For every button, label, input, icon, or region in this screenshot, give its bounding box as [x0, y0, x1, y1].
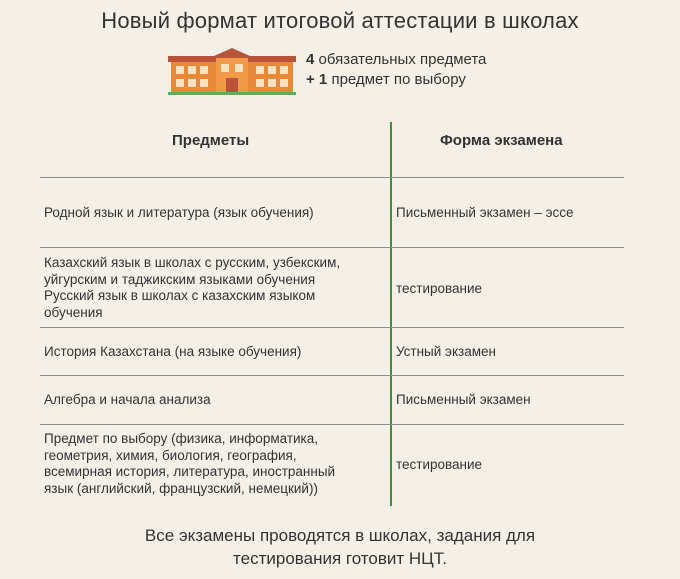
row-divider — [40, 247, 624, 248]
row-divider — [40, 327, 624, 328]
elective-count: + 1 — [306, 71, 328, 88]
table-row-form: тестирование — [396, 457, 483, 472]
footer-note — [0, 524, 680, 570]
row-divider — [40, 177, 624, 178]
exam-table — [40, 122, 624, 506]
table-row-subject: Родной язык и литература (язык обучения) — [44, 205, 314, 220]
header-exam-form: Форма экзамена — [440, 132, 563, 149]
elective-count-line — [306, 70, 486, 90]
header-subjects: Предметы — [172, 132, 250, 149]
table-row-form: Письменный экзамен — [396, 392, 531, 407]
row-divider — [40, 424, 624, 425]
table-row-form: Письменный экзамен – эссе — [396, 205, 574, 220]
column-divider — [390, 122, 392, 506]
table-row-subject: Предмет по выбору (физика, информатика, геометрия, химия, биология, география, всемирная история, литература, иностранный язык (английский, французский, немецкий)) — [44, 431, 336, 496]
table-row-subject: Алгебра и начала анализа — [44, 392, 211, 407]
mandatory-count-line — [306, 50, 486, 70]
page-title: Новый формат итоговой аттестации в школах — [101, 8, 579, 33]
school-building-icon — [168, 46, 296, 96]
footer-line: Все экзамены проводятся в школах, задания для — [144, 526, 536, 545]
mandatory-label: обязательных предмета — [314, 51, 487, 68]
table-row-form: тестирование — [396, 281, 483, 296]
elective-label: предмет по выбору — [327, 71, 466, 88]
row-divider — [40, 375, 624, 376]
table-row-subject: История Казахстана (на языке обучения) — [44, 344, 302, 359]
subjects-summary — [306, 50, 486, 90]
mandatory-count: 4 — [306, 51, 315, 68]
table-row-subject: Казахский язык в школах с русским, узбекским, уйгурским и таджикским языками обучения Русский язык в школах с казахским языком обучения — [44, 255, 341, 320]
table-row-form: Устный экзамен — [396, 344, 496, 359]
footer-line: тестирования готовит НЦТ. — [233, 549, 447, 568]
